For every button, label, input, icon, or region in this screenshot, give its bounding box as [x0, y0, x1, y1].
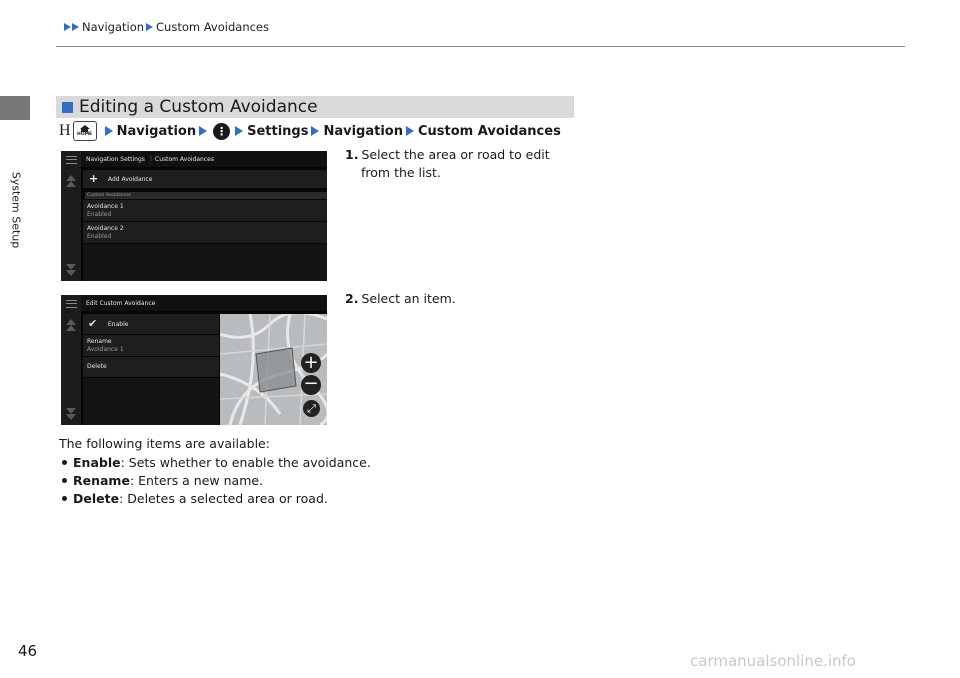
path-arrow-icon [235, 126, 243, 136]
list-item[interactable] [83, 200, 327, 221]
watermark: carmanualsonline.info [690, 652, 856, 670]
step-1: 1. Select the area or road to edit from the list. [345, 147, 550, 180]
delete-row[interactable] [83, 357, 219, 377]
rename-label: Rename [87, 338, 112, 345]
path-step-custom-avoidances: Custom Avoidances [418, 123, 561, 139]
navigation-path [59, 122, 561, 140]
plus-icon: + [89, 172, 99, 185]
zoom-in-button[interactable]: + [301, 353, 321, 373]
rename-row[interactable] [83, 335, 219, 356]
chapter-tab-marker [0, 96, 30, 120]
path-step-settings: Settings [247, 123, 309, 139]
list-item[interactable] [83, 222, 327, 243]
path-arrow-icon [406, 126, 414, 136]
title-separator: | [150, 155, 153, 162]
option-enable: Enable: Sets whether to enable the avoidance. [59, 454, 371, 472]
option-delete: Delete: Deletes a selected area or road. [59, 490, 328, 508]
screenshot-edit-avoidance [61, 295, 327, 425]
bullet-icon [62, 460, 67, 465]
header-divider [56, 46, 905, 47]
breadcrumb-item-navigation[interactable]: Navigation [82, 20, 145, 34]
breadcrumb [64, 20, 271, 34]
group-label: Custom Avoidances [85, 192, 327, 199]
enable-label: Enable [108, 321, 129, 328]
option-rename: Rename: Enters a new name. [59, 472, 263, 490]
home-button-icon: HOME [73, 121, 97, 141]
chapter-side-label: System Setup [9, 171, 23, 249]
breadcrumb-item-custom-avoidances[interactable]: Custom Avoidances [156, 20, 269, 34]
rename-value: Avoidance 1 [87, 346, 124, 353]
h-icon: H [59, 122, 71, 139]
section-title: Editing a Custom Avoidance [79, 97, 318, 117]
screen-title: Edit Custom Avoidance [86, 300, 156, 307]
menu-icon: ⋮ [213, 123, 230, 140]
path-step-navigation-2: Navigation [323, 123, 403, 139]
section-square-icon [62, 102, 73, 113]
step-2: 2. Select an item. [345, 291, 456, 306]
path-arrow-icon [199, 126, 207, 136]
screen-title: Navigation Settings [86, 156, 145, 163]
bullet-icon [62, 478, 67, 483]
add-avoidance-row[interactable] [83, 170, 327, 188]
checkmark-icon: ✔ [88, 317, 98, 330]
add-avoidance-label: Add Avoidance [108, 176, 153, 183]
page-number: 46 [18, 642, 38, 660]
section-header [56, 96, 574, 118]
available-intro: The following items are available: [59, 436, 270, 451]
path-arrow-icon [105, 126, 113, 136]
screen-subtitle: Custom Avoidances [155, 156, 214, 163]
path-step-navigation: Navigation [116, 123, 197, 139]
breadcrumb-arrow-icon [146, 23, 153, 31]
list-item-status: Enabled [87, 233, 112, 240]
breadcrumb-arrow-icon [72, 23, 79, 31]
path-arrow-icon [311, 126, 319, 136]
zoom-out-button[interactable]: − [301, 375, 321, 395]
expand-map-button[interactable]: ⤢ [303, 400, 320, 417]
hamburger-icon [66, 300, 77, 308]
hamburger-icon [66, 156, 77, 164]
breadcrumb-arrow-icon [64, 23, 71, 31]
list-item-status: Enabled [87, 211, 112, 218]
screenshot-avoidance-list [61, 151, 327, 281]
list-item-name: Avoidance 2 [87, 225, 124, 232]
bullet-icon [62, 496, 67, 501]
enable-row[interactable] [83, 314, 219, 334]
delete-label: Delete [87, 363, 107, 370]
list-item-name: Avoidance 1 [87, 203, 124, 210]
